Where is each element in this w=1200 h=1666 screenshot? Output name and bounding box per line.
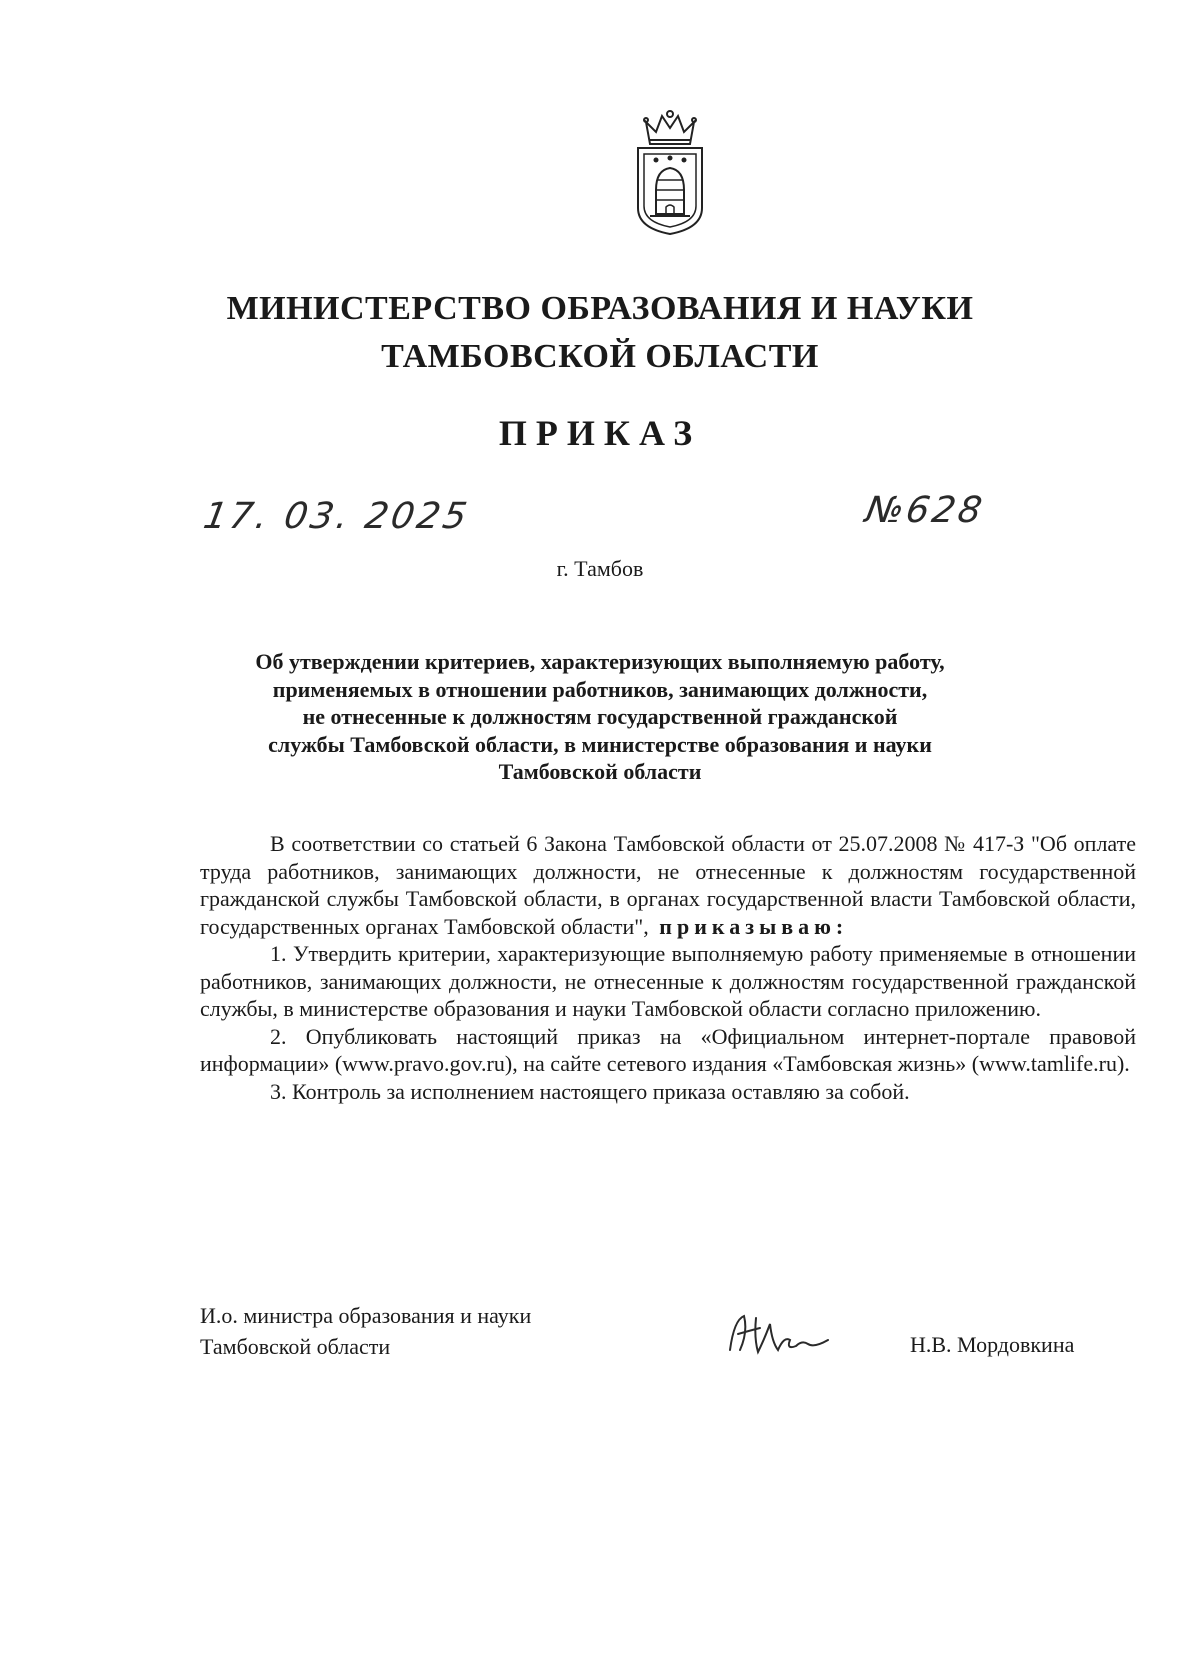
subject-line: применяемых в отношении работников, занимающих должности, (272, 676, 928, 702)
preamble-text: В соответствии со статьей 6 Закона Тамбовской области от 25.07.2008 № 417-З "Об оплате труда работников, занимающих должности, не отнесенные к должностям государственной гражданской службы Тамбовской области, в органах государственной власти Тамбовской области, государственных органах Тамбовской области", (200, 831, 1136, 939)
order-item: 2. Опубликовать настоящий приказ на «Официальном интернет-портале правовой информации» (www.pravo.gov.ru), на сайте сетевого издания «Тамбовская жизнь» (www.tamlife.ru). (200, 1023, 1136, 1076)
order-item: 1. Утвердить критерии, характеризующие выполняемую работу применяемые в отношении работников, занимающих должности, не отнесенные к должностям государственной гражданской службы, в министерстве образования и науки Тамбовской области согласно приложению. (200, 941, 1136, 1021)
order-keyword: приказываю: (648, 913, 849, 939)
subject-line: службы Тамбовской области, в министерстве образования и науки (268, 731, 932, 757)
handwritten-order-number: №628 (862, 490, 988, 531)
order-subject (180, 648, 1020, 786)
signatory-position-line: Тамбовской области (200, 1334, 391, 1359)
order-body (200, 830, 1136, 1105)
subject-line: Об утверждении критериев, характеризующих выполняемую работу, (255, 649, 945, 674)
handwritten-signature-icon (724, 1310, 834, 1360)
coat-of-arms-icon (620, 108, 720, 238)
handwritten-date: 17. 03. 2025 (200, 496, 473, 537)
document-type-title: ПРИКАЗ (498, 413, 702, 453)
ministry-name-line2: ТАМБОВСКОЙ ОБЛАСТИ (381, 338, 819, 375)
preamble-paragraph (200, 830, 1136, 940)
signatory-position (200, 1300, 531, 1362)
subject-line: Тамбовской области (498, 759, 702, 784)
order-item: 3. Контроль за исполнением настоящего приказа оставляю за собой. (270, 1078, 910, 1104)
signatory-position-line: И.о. министра образования и науки (200, 1303, 532, 1328)
subject-line: не отнесенные к должностям государственной гражданской (302, 704, 898, 729)
signatory-name: Н.В. Мордовкина (910, 1332, 1075, 1357)
city-line: г. Тамбов (556, 556, 644, 581)
ministry-name-line1: МИНИСТЕРСТВО ОБРАЗОВАНИЯ И НАУКИ (226, 290, 974, 327)
